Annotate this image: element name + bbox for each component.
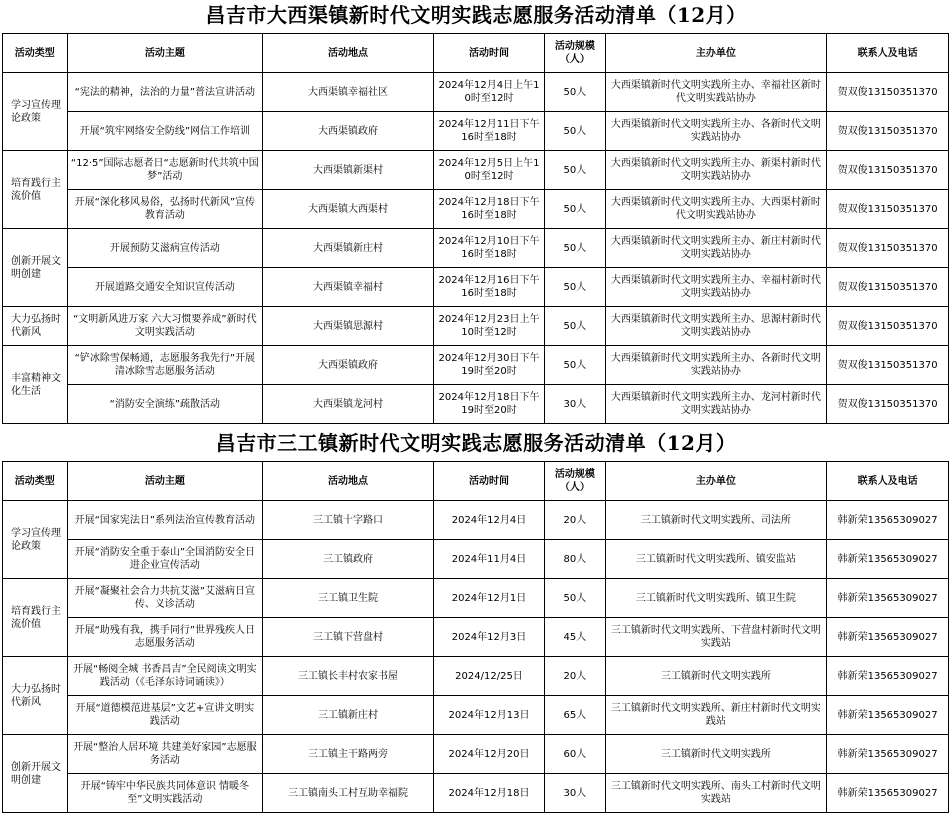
table-row <box>3 268 949 307</box>
activity-time-cell: 2024年12月18日下午16时至18时 <box>433 190 544 229</box>
activity-time-cell: 2024年12月4日 <box>433 501 544 540</box>
table-row <box>3 579 949 618</box>
activity-type-cell: 丰富精神文化生活 <box>3 346 68 424</box>
contact-cell: 韩新荣13565309027 <box>827 774 949 813</box>
activity-time-cell: 2024年12月4日上午10时至12时 <box>433 73 544 112</box>
contact-cell: 韩新荣13565309027 <box>827 501 949 540</box>
organizer-cell: 大西渠镇新时代文明实践所主办、幸福村新时代文明实践站协办 <box>605 268 827 307</box>
activity-type-cell: 培育践行主流价值 <box>3 579 68 657</box>
activity-time-cell: 2024年11月4日 <box>433 540 544 579</box>
table-row <box>3 618 949 657</box>
table-row <box>3 73 949 112</box>
organizer-cell: 大西渠镇新时代文明实践所主办、新渠村新时代文明实践站协办 <box>605 151 827 190</box>
organizer-cell: 大西渠镇新时代文明实践所主办、思源村新时代文明实践站协办 <box>605 307 827 346</box>
organizer-cell: 大西渠镇新时代文明实践所主办、龙河村新时代文明实践站协办 <box>605 385 827 424</box>
activity-place-cell: 大西渠镇幸福村 <box>263 268 434 307</box>
organizer-cell: 大西渠镇新时代文明实践所主办、各新时代文明实践站协办 <box>605 346 827 385</box>
organizer-cell: 三工镇新时代文明实践所、司法所 <box>605 501 827 540</box>
activity-type-cell: 学习宣传理论政策 <box>3 501 68 579</box>
activity-theme-cell: 开展“助残有我，携手同行”世界残疾人日志愿服务活动 <box>67 618 263 657</box>
table-row <box>3 540 949 579</box>
header-activity-place: 活动地点 <box>263 34 434 73</box>
organizer-cell: 三工镇新时代文明实践所、下营盘村新时代文明实践站 <box>605 618 827 657</box>
table-row <box>3 346 949 385</box>
header-activity-time: 活动时间 <box>433 462 544 501</box>
activity-type-cell: 学习宣传理论政策 <box>3 73 68 151</box>
activity-scale-cell: 50人 <box>545 268 605 307</box>
activity-scale-cell: 50人 <box>545 229 605 268</box>
activity-scale-cell: 50人 <box>545 190 605 229</box>
activity-theme-cell: 开展道路交通安全知识宣传活动 <box>67 268 263 307</box>
activity-scale-cell: 30人 <box>545 385 605 424</box>
document-title: 昌吉市三工镇新时代文明实践志愿服务活动清单（12月） <box>215 431 737 455</box>
activity-type-cell: 大力弘扬时代新风 <box>3 307 68 346</box>
activity-scale-cell: 30人 <box>545 774 605 813</box>
table-row <box>3 774 949 813</box>
contact-cell: 韩新荣13565309027 <box>827 618 949 657</box>
table-header-row <box>3 34 949 73</box>
activity-place-cell: 大西渠镇思源村 <box>263 307 434 346</box>
activity-time-cell: 2024年12月18日下午19时至20时 <box>433 385 544 424</box>
activity-time-cell: 2024年12月16日下午16时至18时 <box>433 268 544 307</box>
activity-type-cell: 创新开展文明创建 <box>3 735 68 813</box>
organizer-cell: 大西渠镇新时代文明实践所主办、各新时代文明实践站协办 <box>605 112 827 151</box>
organizer-cell: 三工镇新时代文明实践所、南头工村新时代文明实践站 <box>605 774 827 813</box>
header-activity-type: 活动类型 <box>3 34 68 73</box>
header-activity-scale: 活动规模（人） <box>545 462 605 501</box>
activity-theme-cell: “12·5”国际志愿者日“志愿新时代共筑中国梦”活动 <box>67 151 263 190</box>
header-contact: 联系人及电话 <box>827 462 949 501</box>
activity-scale-cell: 65人 <box>545 696 605 735</box>
activity-theme-cell: 开展“整治人居环境 共建美好家园”志愿服务活动 <box>67 735 263 774</box>
activity-place-cell: 大西渠镇龙河村 <box>263 385 434 424</box>
activity-time-cell: 2024年12月11日下午16时至18时 <box>433 112 544 151</box>
activity-scale-cell: 50人 <box>545 346 605 385</box>
activity-type-cell: 培育践行主流价值 <box>3 151 68 229</box>
header-activity-theme: 活动主题 <box>67 462 263 501</box>
activity-theme-cell: 开展“畅阅全城 书香昌吉”全民阅读文明实践活动（《毛泽东诗词诵读》） <box>67 657 263 696</box>
activity-place-cell: 大西渠镇政府 <box>263 112 434 151</box>
activity-time-cell: 2024年12月3日 <box>433 618 544 657</box>
activity-theme-cell: “宪法的精神，法治的力量”普法宣讲活动 <box>67 73 263 112</box>
table-row <box>3 229 949 268</box>
header-activity-type: 活动类型 <box>3 462 68 501</box>
organizer-cell: 大西渠镇新时代文明实践所主办、新庄村新时代文明实践站协办 <box>605 229 827 268</box>
contact-cell: 贺双俊13150351370 <box>827 385 949 424</box>
activity-theme-cell: 开展“深化移风易俗，弘扬时代新风”宣传教育活动 <box>67 190 263 229</box>
table-row <box>3 112 949 151</box>
contact-cell: 韩新荣13565309027 <box>827 657 949 696</box>
activity-theme-cell: 开展“铸牢中华民族共同体意识 情暖冬至”文明实践活动 <box>67 774 263 813</box>
document-title: 昌吉市大西渠镇新时代文明实践志愿服务活动清单（12月） <box>205 3 747 27</box>
activity-place-cell: 三工镇十字路口 <box>263 501 434 540</box>
contact-cell: 贺双俊13150351370 <box>827 268 949 307</box>
activity-scale-cell: 50人 <box>545 112 605 151</box>
activity-time-cell: 2024年12月18日 <box>433 774 544 813</box>
activity-scale-cell: 20人 <box>545 501 605 540</box>
activity-scale-cell: 50人 <box>545 307 605 346</box>
organizer-cell: 三工镇新时代文明实践所 <box>605 735 827 774</box>
activity-place-cell: 三工镇南头工村互助幸福院 <box>263 774 434 813</box>
organizer-cell: 三工镇新时代文明实践所、新庄村新时代文明实践站 <box>605 696 827 735</box>
contact-cell: 韩新荣13565309027 <box>827 735 949 774</box>
table-row <box>3 735 949 774</box>
table-row <box>3 307 949 346</box>
contact-cell: 贺双俊13150351370 <box>827 307 949 346</box>
activity-theme-cell: “消防安全演练”疏散活动 <box>67 385 263 424</box>
activity-time-cell: 2024年12月13日 <box>433 696 544 735</box>
header-activity-theme: 活动主题 <box>67 34 263 73</box>
activity-scale-cell: 80人 <box>545 540 605 579</box>
activity-table <box>2 33 949 424</box>
activity-table <box>2 461 949 813</box>
activity-theme-cell: “文明新风进万家 六大习惯要养成”新时代文明实践活动 <box>67 307 263 346</box>
contact-cell: 贺双俊13150351370 <box>827 73 949 112</box>
table-row <box>3 190 949 229</box>
organizer-cell: 大西渠镇新时代文明实践所主办、幸福社区新时代文明实践站协办 <box>605 73 827 112</box>
activity-theme-cell: 开展“国家宪法日”系列法治宣传教育活动 <box>67 501 263 540</box>
header-activity-place: 活动地点 <box>263 462 434 501</box>
activity-type-cell: 创新开展文明创建 <box>3 229 68 307</box>
activity-time-cell: 2024年12月1日 <box>433 579 544 618</box>
activity-theme-cell: 开展预防艾滋病宣传活动 <box>67 229 263 268</box>
activity-scale-cell: 60人 <box>545 735 605 774</box>
activity-theme-cell: 开展“道德模范进基层”文艺+宣讲文明实践活动 <box>67 696 263 735</box>
activity-place-cell: 大西渠镇新渠村 <box>263 151 434 190</box>
activity-time-cell: 2024年12月30日下午19时至20时 <box>433 346 544 385</box>
contact-cell: 韩新荣13565309027 <box>827 579 949 618</box>
activity-place-cell: 三工镇长丰村农家书屋 <box>263 657 434 696</box>
activity-place-cell: 三工镇卫生院 <box>263 579 434 618</box>
contact-cell: 韩新荣13565309027 <box>827 540 949 579</box>
header-activity-scale: 活动规模（人） <box>545 34 605 73</box>
activity-theme-cell: “铲冰除雪保畅通，志愿服务我先行”开展清冰除雪志愿服务活动 <box>67 346 263 385</box>
activity-place-cell: 大西渠镇幸福社区 <box>263 73 434 112</box>
header-contact: 联系人及电话 <box>827 34 949 73</box>
activity-place-cell: 三工镇下营盘村 <box>263 618 434 657</box>
activity-scale-cell: 50人 <box>545 151 605 190</box>
activity-place-cell: 三工镇政府 <box>263 540 434 579</box>
table-row <box>3 657 949 696</box>
activity-place-cell: 大西渠镇新庄村 <box>263 229 434 268</box>
contact-cell: 贺双俊13150351370 <box>827 190 949 229</box>
activity-place-cell: 大西渠镇大西渠村 <box>263 190 434 229</box>
activity-place-cell: 大西渠镇政府 <box>263 346 434 385</box>
activity-scale-cell: 50人 <box>545 579 605 618</box>
header-organizer: 主办单位 <box>605 462 827 501</box>
organizer-cell: 三工镇新时代文明实践所 <box>605 657 827 696</box>
contact-cell: 贺双俊13150351370 <box>827 112 949 151</box>
activity-type-cell: 大力弘扬时代新风 <box>3 657 68 735</box>
table-header-row <box>3 462 949 501</box>
activity-time-cell: 2024年12月5日上午10时至12时 <box>433 151 544 190</box>
header-organizer: 主办单位 <box>605 34 827 73</box>
table-row <box>3 501 949 540</box>
activity-theme-cell: 开展“消防安全重于泰山”全国消防安全日进企业宣传活动 <box>67 540 263 579</box>
contact-cell: 贺双俊13150351370 <box>827 346 949 385</box>
activity-scale-cell: 20人 <box>545 657 605 696</box>
contact-cell: 贺双俊13150351370 <box>827 229 949 268</box>
organizer-cell: 三工镇新时代文明实践所、镇卫生院 <box>605 579 827 618</box>
activity-time-cell: 2024年12月20日 <box>433 735 544 774</box>
activity-time-cell: 2024年12月23日上午10时至12时 <box>433 307 544 346</box>
activity-time-cell: 2024/12/25日 <box>433 657 544 696</box>
activity-time-cell: 2024年12月10日下午16时至18时 <box>433 229 544 268</box>
activity-scale-cell: 45人 <box>545 618 605 657</box>
contact-cell: 韩新荣13565309027 <box>827 696 949 735</box>
activity-theme-cell: 开展“凝聚社会合力共抗艾滋”艾滋病日宣传、义诊活动 <box>67 579 263 618</box>
table-row <box>3 385 949 424</box>
organizer-cell: 大西渠镇新时代文明实践所主办、大西渠村新时代文明实践站协办 <box>605 190 827 229</box>
contact-cell: 贺双俊13150351370 <box>827 151 949 190</box>
activity-theme-cell: 开展“筑牢网络安全防线”网信工作培训 <box>67 112 263 151</box>
activity-scale-cell: 50人 <box>545 73 605 112</box>
activity-place-cell: 三工镇新庄村 <box>263 696 434 735</box>
activity-place-cell: 三工镇主干路两旁 <box>263 735 434 774</box>
table-row <box>3 151 949 190</box>
table-row <box>3 696 949 735</box>
organizer-cell: 三工镇新时代文明实践所、镇安监站 <box>605 540 827 579</box>
header-activity-time: 活动时间 <box>433 34 544 73</box>
